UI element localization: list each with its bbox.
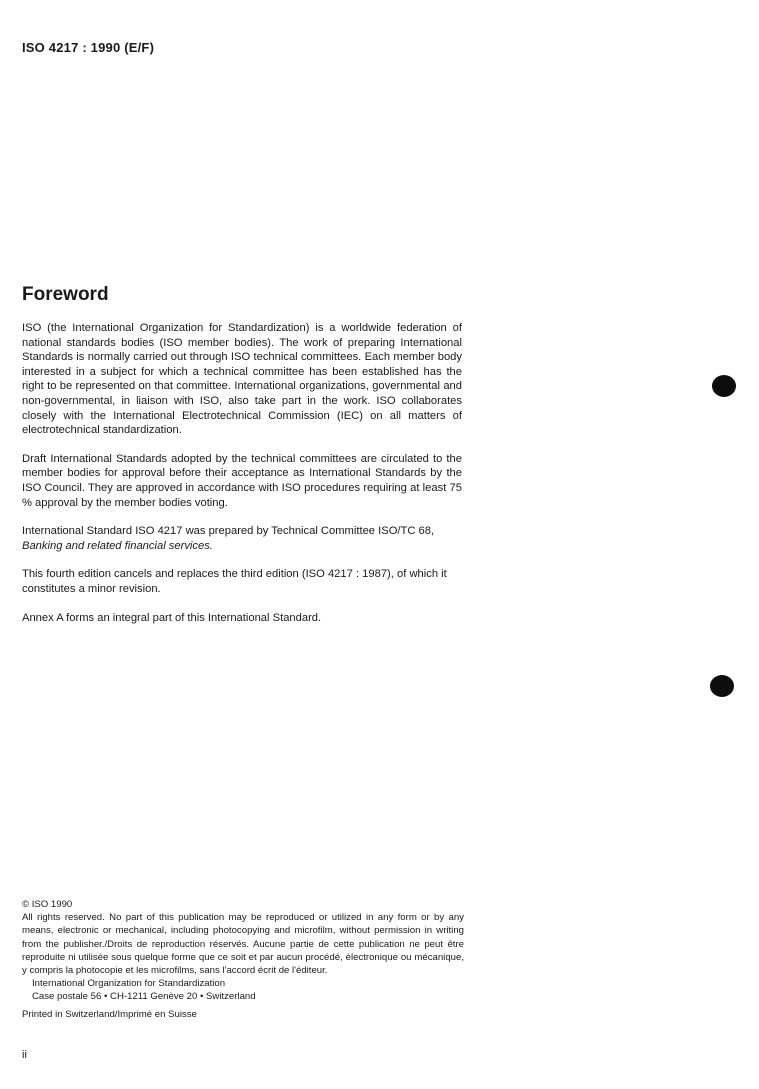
document-identifier: ISO 4217 : 1990 (E/F) — [22, 40, 155, 55]
punch-hole-mark — [712, 375, 736, 397]
printed-in-line: Printed in Switzerland/Imprimé en Suisse — [22, 1008, 197, 1020]
preparation-text: International Standard ISO 4217 was prepared by Technical Committee ISO/TC 68, — [22, 525, 435, 538]
copyright-line: © ISO 1990 — [22, 899, 73, 910]
page-number: ii — [22, 1049, 27, 1061]
copyright-notice: All rights reserved. No part of this publication may be reproduced or utilized in any form or by any means, electronic or mechanical, including photocopying and microfilm, without permission in writing from the publisher./Droits de reproduction réservés. Aucune partie de cette publication ne peut être reproduite ni utilisée sous quelque forme que ce soit et par aucun procédé, électronique ou mécanique, y compris la photocopie et les microfilms, sans l'accord écrit de l'éditeur. — [22, 912, 464, 977]
foreword-paragraph: Draft International Standards adopted by the technical committees are circulated to the member bodies for approval before their acceptance as International Standards by the ISO Council. They are approved in accordance with ISO procedures requiring at least 75 % approval by the member bodies voting. — [22, 452, 462, 509]
foreword-paragraph: ISO (the International Organization for Standardization) is a worldwide federation of national standards bodies (ISO member bodies). The work of preparing International Standards is normally carried out through ISO technical committees. Each member body interested in a subject for which a technical committee has been established has the right to be represented on that committee. International organizations, governmental and non-governmental, in liaison with ISO, also take part in the work. ISO collaborates closely with the International Electrotechnical Commission (IEC) on all matters of electrotechnical standardization. — [22, 322, 462, 437]
copyright-block — [22, 898, 464, 1021]
punch-hole-mark — [710, 675, 734, 697]
edition-paragraph: This fourth edition cancels and replaces the third edition (ISO 4217 : 1987), of which it constitutes a minor revision. — [22, 568, 447, 595]
foreword-heading: Foreword — [22, 284, 109, 305]
organization-address: Case postale 56 • CH-1211 Genève 20 • Switzerland — [32, 991, 256, 1003]
annex-paragraph: Annex A forms an integral part of this International Standard. — [22, 611, 322, 624]
committee-title: Banking and related financial services. — [22, 539, 213, 552]
preparation-paragraph — [22, 524, 462, 553]
foreword-body — [22, 321, 462, 639]
organization-name: International Organization for Standardization — [32, 978, 226, 990]
